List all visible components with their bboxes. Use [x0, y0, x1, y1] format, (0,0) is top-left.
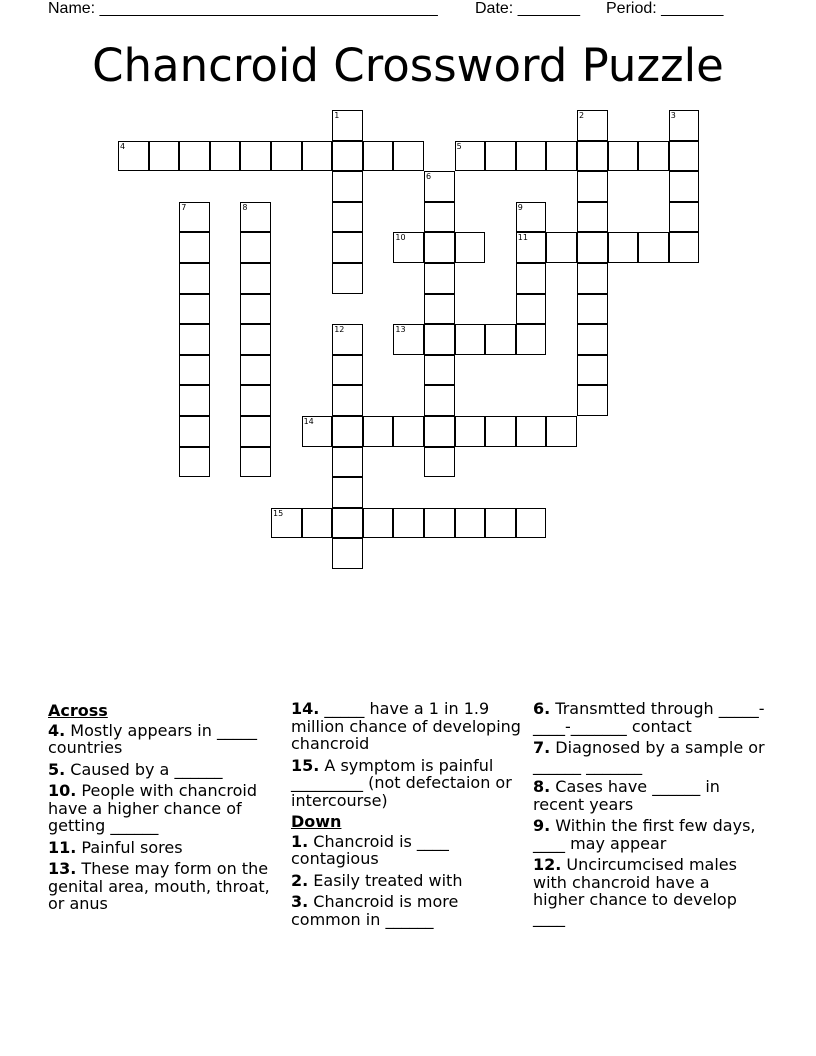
clue-number: 7	[181, 202, 187, 212]
grid-cell[interactable]	[149, 141, 180, 172]
grid-cell[interactable]	[424, 508, 455, 539]
grid-cell[interactable]	[577, 202, 608, 233]
grid-cell[interactable]	[332, 508, 363, 539]
down-clue	[533, 739, 765, 774]
clue-number: 8	[242, 202, 248, 212]
grid-cell[interactable]	[393, 416, 424, 447]
grid-cell[interactable]	[516, 202, 547, 233]
clue-number: 1	[334, 111, 340, 120]
grid-cell[interactable]	[608, 232, 639, 263]
across-clue	[48, 860, 280, 913]
grid-cell[interactable]	[271, 141, 302, 172]
grid-cell[interactable]	[240, 355, 271, 386]
clue-num: 9.	[533, 816, 551, 835]
grid-cell[interactable]	[577, 263, 608, 294]
page-title: Chancroid Crossword Puzzle	[92, 39, 724, 92]
grid-cell[interactable]	[393, 141, 424, 172]
grid-cell[interactable]	[332, 202, 363, 233]
across-clue	[48, 782, 280, 835]
clue-num: 8.	[533, 777, 551, 796]
grid-cell[interactable]	[546, 141, 577, 172]
grid-cell[interactable]	[669, 202, 700, 233]
grid-cell[interactable]	[179, 202, 210, 233]
grid-cell[interactable]	[210, 141, 241, 172]
grid-cell[interactable]	[424, 171, 455, 202]
clues-column-1	[48, 700, 280, 917]
grid-cell[interactable]	[179, 447, 210, 478]
across-clue	[291, 700, 523, 753]
period-field[interactable]: Period: _______	[606, 0, 724, 17]
grid-cell[interactable]	[485, 508, 516, 539]
grid-cell[interactable]	[485, 141, 516, 172]
across-heading: Across	[48, 701, 108, 720]
grid-cell[interactable]	[577, 355, 608, 386]
clue-number: 2	[579, 111, 585, 120]
clues-column-2	[291, 700, 523, 932]
grid-cell[interactable]	[516, 141, 547, 172]
grid-cell[interactable]	[424, 355, 455, 386]
clue-num: 15.	[291, 755, 320, 775]
clues-column-3	[533, 700, 765, 930]
clue-text: A symptom is painful _________ (not defectaion or intercourse)	[291, 755, 512, 810]
grid-cell[interactable]	[179, 355, 210, 386]
clue-text: Caused by a ______	[65, 759, 223, 779]
date-field[interactable]: Date: _______	[475, 0, 580, 17]
grid-cell[interactable]	[424, 416, 455, 447]
grid-cell[interactable]	[577, 141, 608, 172]
clue-number: 10	[395, 233, 406, 243]
down-clue	[291, 893, 523, 928]
grid-cell[interactable]	[302, 508, 333, 539]
across-clue	[291, 757, 523, 810]
clue-text: Uncircumcised males with chancroid have a higher chance to develop ____	[533, 855, 737, 927]
grid-cell[interactable]	[516, 416, 547, 447]
grid-cell[interactable]	[179, 141, 210, 172]
grid-cell[interactable]	[424, 447, 455, 478]
grid-cell[interactable]	[332, 263, 363, 294]
grid-cell[interactable]	[577, 324, 608, 355]
grid-cell[interactable]	[332, 355, 363, 386]
name-field[interactable]: Name: ______________________________________	[48, 0, 438, 17]
grid-cell[interactable]	[516, 263, 547, 294]
clue-num: 4.	[48, 720, 66, 740]
grid-cell[interactable]	[455, 324, 486, 355]
grid-cell[interactable]	[332, 171, 363, 202]
grid-cell[interactable]	[240, 385, 271, 416]
grid-cell[interactable]	[455, 141, 486, 172]
grid-cell[interactable]	[332, 447, 363, 478]
grid-cell[interactable]	[577, 171, 608, 202]
grid-cell[interactable]	[332, 324, 363, 355]
across-clue	[48, 761, 280, 779]
grid-cell[interactable]	[118, 141, 149, 172]
grid-cell[interactable]	[332, 141, 363, 172]
grid-cell[interactable]	[516, 508, 547, 539]
grid-cell[interactable]	[240, 447, 271, 478]
grid-cell[interactable]	[577, 294, 608, 325]
grid-cell[interactable]	[240, 232, 271, 263]
across-clue	[48, 839, 280, 857]
grid-cell[interactable]	[546, 416, 577, 447]
clue-text: Diagnosed by a sample or ______ _______	[533, 738, 765, 775]
clue-number: 15	[273, 508, 284, 518]
clue-text: Painful sores	[76, 837, 183, 857]
clue-text: _____ have a 1 in 1.9 million chance of developing chancroid	[291, 699, 521, 753]
clue-text: Cases have ______ in recent years	[533, 777, 720, 814]
grid-cell[interactable]	[424, 263, 455, 294]
grid-cell[interactable]	[577, 232, 608, 263]
grid-cell[interactable]	[638, 232, 669, 263]
clue-number: 5	[456, 141, 462, 151]
grid-cell[interactable]	[240, 263, 271, 294]
grid-cell[interactable]	[179, 324, 210, 355]
grid-cell[interactable]	[424, 324, 455, 355]
down-heading: Down	[291, 812, 342, 831]
clue-text: Chancroid is more common in ______	[291, 892, 459, 929]
grid-cell[interactable]	[669, 141, 700, 172]
down-clue	[533, 778, 765, 813]
clue-number: 13	[395, 325, 406, 335]
grid-cell[interactable]	[332, 538, 363, 569]
clue-num: 11.	[48, 837, 77, 857]
grid-cell[interactable]	[455, 508, 486, 539]
clue-number: 4	[120, 141, 126, 151]
clue-number: 6	[426, 172, 432, 182]
grid-cell[interactable]	[516, 324, 547, 355]
clue-text: People with chancroid have a higher chance of getting ______	[48, 781, 257, 835]
clue-text: Within the first few days, ____ may appear	[533, 816, 756, 853]
grid-cell[interactable]	[363, 141, 394, 172]
grid-cell[interactable]	[302, 416, 333, 447]
grid-cell[interactable]	[669, 232, 700, 263]
grid-cell[interactable]	[393, 232, 424, 263]
clue-text: Mostly appears in _____ countries	[48, 720, 257, 757]
grid-cell[interactable]	[455, 232, 486, 263]
clue-number: 14	[303, 417, 314, 426]
grid-cell[interactable]	[332, 385, 363, 416]
grid-cell[interactable]	[332, 477, 363, 508]
clue-num: 14.	[291, 699, 320, 718]
grid-cell[interactable]	[424, 202, 455, 233]
grid-cell[interactable]	[363, 508, 394, 539]
grid-cell[interactable]	[271, 508, 302, 539]
grid-cell[interactable]	[240, 202, 271, 233]
grid-cell[interactable]	[455, 416, 486, 447]
clue-text: Easily treated with	[308, 870, 463, 890]
clue-number: 11	[517, 233, 528, 243]
grid-cell[interactable]	[179, 385, 210, 416]
grid-cell[interactable]	[608, 141, 639, 172]
down-clue	[533, 817, 765, 852]
grid-cell[interactable]	[485, 416, 516, 447]
clue-text: Transmtted through _____-____-_______ contact	[533, 699, 765, 736]
grid-cell[interactable]	[240, 294, 271, 325]
grid-cell[interactable]	[393, 508, 424, 539]
grid-cell[interactable]	[424, 232, 455, 263]
grid-cell[interactable]	[516, 232, 547, 263]
clue-num: 3.	[291, 892, 309, 911]
grid-cell[interactable]	[638, 141, 669, 172]
grid-cell[interactable]	[577, 110, 608, 141]
grid-cell[interactable]	[240, 141, 271, 172]
down-clue	[533, 700, 765, 735]
grid-cell[interactable]	[424, 294, 455, 325]
grid-cell[interactable]	[669, 110, 700, 141]
down-clue	[533, 856, 765, 926]
clue-num: 10.	[48, 781, 77, 800]
down-clue	[291, 872, 523, 890]
grid-cell[interactable]	[669, 171, 700, 202]
grid-cell[interactable]	[179, 294, 210, 325]
clue-num: 2.	[291, 870, 309, 890]
grid-cell[interactable]	[179, 263, 210, 294]
grid-cell[interactable]	[332, 110, 363, 141]
grid-cell[interactable]	[332, 416, 363, 447]
clue-number: 9	[517, 202, 523, 212]
grid-cell[interactable]	[577, 385, 608, 416]
clue-text: Chancroid is ____ contagious	[291, 831, 449, 868]
grid-cell[interactable]	[332, 232, 363, 263]
grid-cell[interactable]	[179, 416, 210, 447]
grid-cell[interactable]	[485, 324, 516, 355]
grid-cell[interactable]	[424, 385, 455, 416]
clue-number: 12	[334, 325, 345, 335]
grid-cell[interactable]	[240, 324, 271, 355]
grid-cell[interactable]	[302, 141, 333, 172]
grid-cell[interactable]	[546, 232, 577, 263]
clue-num: 7.	[533, 738, 551, 757]
grid-cell[interactable]	[516, 294, 547, 325]
grid-cell[interactable]	[393, 324, 424, 355]
down-clue	[291, 833, 523, 868]
clue-num: 13.	[48, 859, 77, 878]
grid-cell[interactable]	[179, 232, 210, 263]
clue-text: These may form on the genital area, mouth, throat, or anus	[48, 859, 270, 913]
clue-num: 12.	[533, 855, 562, 874]
clue-num: 6.	[533, 699, 551, 718]
across-clue	[48, 722, 280, 757]
grid-cell[interactable]	[363, 416, 394, 447]
clue-num: 5.	[48, 759, 66, 779]
clue-number: 3	[670, 111, 676, 120]
grid-cell[interactable]	[240, 416, 271, 447]
clue-num: 1.	[291, 831, 309, 851]
